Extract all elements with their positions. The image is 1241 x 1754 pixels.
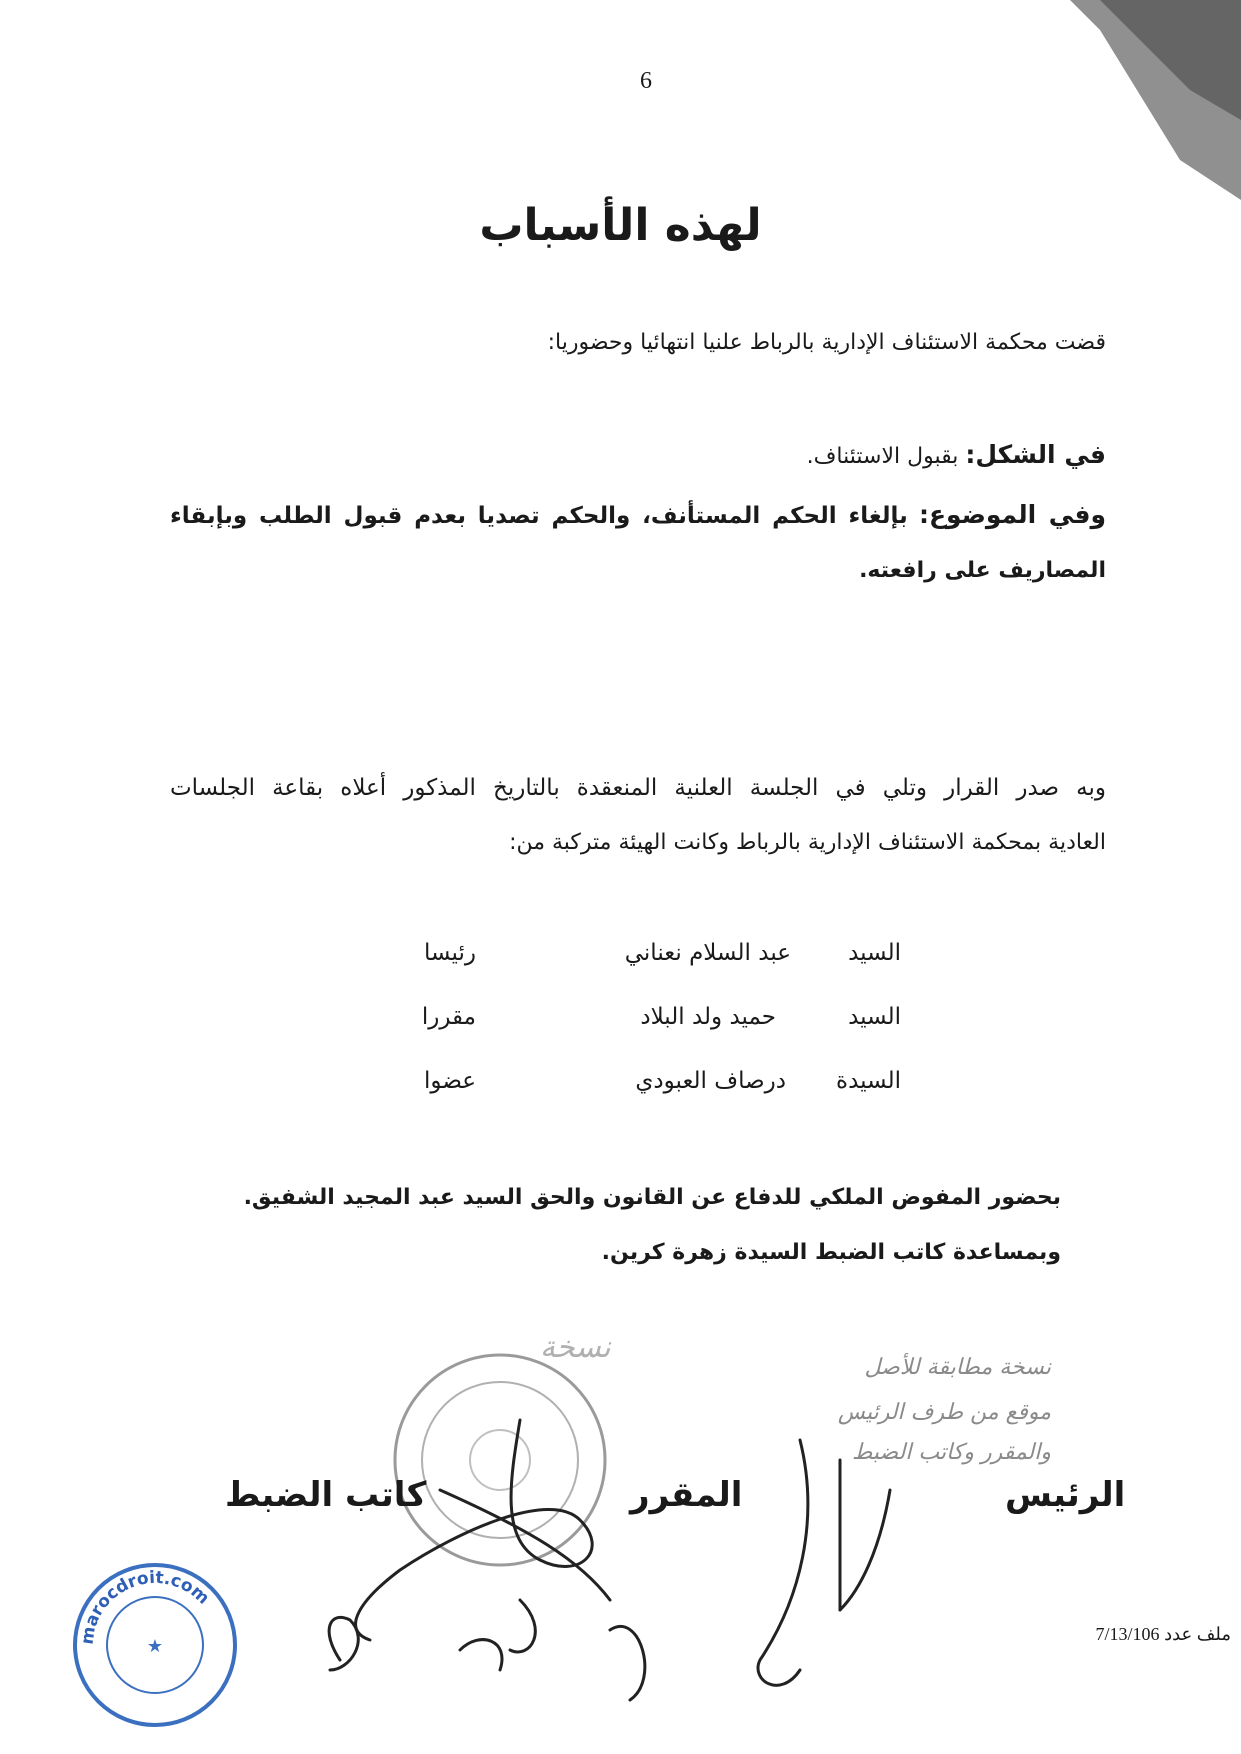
- panel-row: [0, 1004, 1241, 1044]
- panel-title: السيد: [848, 1004, 901, 1030]
- substance-text-2: المصاريف على رافعته.: [859, 558, 1106, 583]
- signature-clerk: كاتب الضبط: [225, 1475, 427, 1515]
- certification-line-1: نسخة مطابقة للأصل: [864, 1355, 1051, 1380]
- file-reference: ملف عدد 7/13/106: [1095, 1624, 1231, 1644]
- substance-ruling: [170, 500, 1106, 529]
- clerk-line: وبمساعدة كاتب الضبط السيدة زهرة كرين.: [601, 1240, 1061, 1265]
- panel-name: درصاف العبودي: [635, 1068, 786, 1094]
- panel-row: [0, 1068, 1241, 1108]
- panel-row: [0, 940, 1241, 980]
- section-heading: لهذه الأسباب: [479, 200, 762, 251]
- watermark-text: نسخة: [540, 1330, 611, 1365]
- panel-role: رئيسا: [424, 940, 476, 966]
- panel-name: حميد ولد البلاد: [640, 1004, 776, 1030]
- commissioner-line: بحضور المفوض الملكي للدفاع عن القانون والحق السيد عبد المجيد الشفيق.: [243, 1185, 1061, 1210]
- panel-title: السيدة: [836, 1068, 901, 1094]
- substance-text: بإلغاء الحكم المستأنف، والحكم تصديا بعدم قبول الطلب وبإبقاء: [170, 503, 908, 529]
- svg-text:marocdroit.com: [78, 1568, 214, 1646]
- marocdroit-stamp: [70, 1560, 240, 1730]
- panel-role: مقررا: [421, 1004, 476, 1030]
- page-number: 6: [640, 68, 652, 94]
- form-text: بقبول الاستئناف.: [806, 444, 959, 469]
- star-icon: ★: [146, 1636, 164, 1657]
- issued-line-1: وبه صدر القرار وتلي في الجلسة العلنية المنعقدة بالتاريخ المذكور أعلاه بقاعة الجلسات: [170, 775, 1106, 801]
- issued-line-2: العادية بمحكمة الاستئناف الإدارية بالرباط وكانت الهيئة متركبة من:: [509, 830, 1106, 855]
- form-ruling: [807, 440, 1106, 469]
- verdict-intro: قضت محكمة الاستئناف الإدارية بالرباط علنيا انتهائيا وحضوريا:: [547, 330, 1106, 355]
- signature-rapporteur: المقرر: [630, 1475, 743, 1515]
- handwritten-signatures: [280, 1400, 1040, 1720]
- panel-title: السيد: [848, 940, 901, 966]
- certification-line-2: موقع من طرف الرئيس: [837, 1400, 1051, 1425]
- certification-line-3: والمقرر وكاتب الضبط: [852, 1440, 1051, 1465]
- stamp-text: marocdroit.com: [77, 1567, 214, 1646]
- panel-name: عبد السلام نعناني: [624, 940, 791, 966]
- panel-role: عضوا: [424, 1068, 476, 1094]
- substance-label: وفي الموضوع:: [918, 500, 1106, 529]
- signature-president: الرئيس: [1005, 1475, 1126, 1515]
- form-label: في الشكل:: [965, 440, 1106, 469]
